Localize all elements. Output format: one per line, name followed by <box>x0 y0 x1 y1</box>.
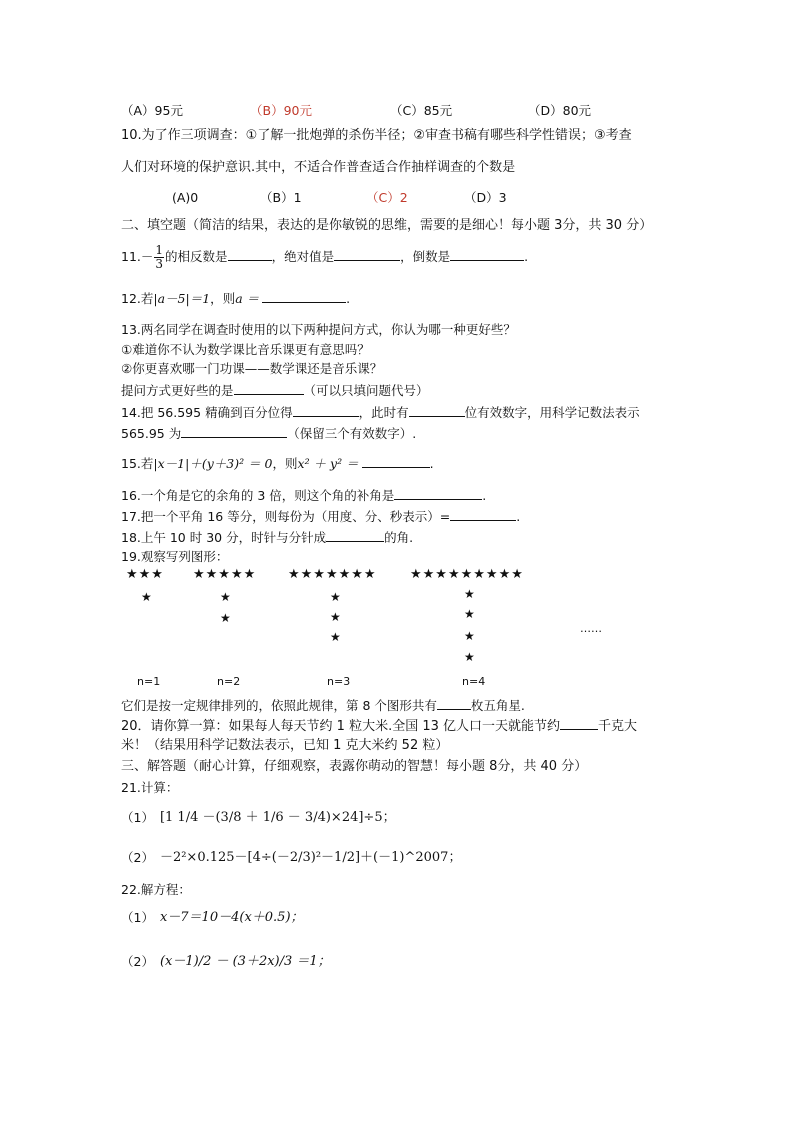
q16-blank <box>394 486 482 500</box>
q21-p1-label: （1） <box>121 810 154 825</box>
fig1-stem-star: ★ <box>141 590 152 604</box>
q13-line3: ②你更喜欢哪一门功课——数学课还是音乐课？ <box>121 361 383 376</box>
q12-end: . <box>346 291 351 306</box>
fig3-label: n=3 <box>327 675 351 688</box>
fig4-top-row: ★★★★★★★★★ <box>410 567 524 582</box>
q14-blank2 <box>409 403 465 417</box>
q18 <box>121 528 413 546</box>
q12-var: a ＝ <box>235 291 260 306</box>
q15-mid: ，则 <box>272 456 298 471</box>
fig3-top-row: ★★★★★★★ <box>288 567 377 582</box>
q11-text2: ，绝对值是 <box>271 249 335 264</box>
q17 <box>121 507 520 525</box>
q13-line4b: （可以只填问题代号） <box>303 383 429 398</box>
fig4-stem-star: ★ <box>464 607 475 621</box>
q15-expr: |x－1|＋(y＋3)² ＝ 0 <box>153 456 273 471</box>
fig2-label: n=2 <box>217 675 241 688</box>
q14-d: 565.95 为 <box>121 426 182 441</box>
q9-option-c: （C）85元 <box>390 103 453 118</box>
q11-blank3 <box>450 247 524 261</box>
q21-p1-expr: [1 1/4 －(3/8 ＋ 1/6 － 3/4)×24]÷5； <box>159 810 396 825</box>
q14-e: （保留三个有效数字）. <box>287 426 417 441</box>
q9-option-a: （A）95元 <box>121 103 183 118</box>
q10-line2: 人们对环境的保护意识.其中，不适合作普查适合作抽样调查的个数是 <box>121 160 516 175</box>
q22-title: 22.解方程： <box>121 882 191 897</box>
q13-line1: 13.两名同学在调查时使用的以下两种提问方式，你认为哪一种更好些？ <box>121 322 516 337</box>
q22-p2-expr: (x－1)/2 － (3＋2x)/3 ＝1； <box>159 954 331 969</box>
q11-blank2 <box>334 247 400 261</box>
q12 <box>121 289 350 307</box>
q10-option-a: (A)0 <box>172 190 199 205</box>
q19-blank <box>437 696 471 710</box>
fig4-stem-star: ★ <box>464 587 475 601</box>
ellipsis: …… <box>580 622 602 635</box>
q18-end: 的角. <box>384 530 414 545</box>
q13-blank <box>234 381 304 395</box>
q18-blank <box>326 528 384 542</box>
q22-part2 <box>121 944 331 980</box>
fig1-label: n=1 <box>137 675 161 688</box>
section2-heading: 二、填空题（简洁的结果，表达的是你敏锐的思维，需要的是细心！每小题 3分，共 30 分） <box>121 218 653 233</box>
q18-text: 18.上午 10 时 30 分，时针与分针成 <box>121 530 327 545</box>
fig3-stem-star: ★ <box>330 630 341 644</box>
q11-end: . <box>524 249 529 264</box>
q12-mid: ，则 <box>210 291 236 306</box>
q21-part2 <box>121 842 461 874</box>
q11-text1: 的相反数是 <box>165 249 228 264</box>
q12-expr: |a－5|＝1 <box>153 291 211 306</box>
q19-desc-a: 它们是按一定规律排列的，依照此规律，第 8 个图形共有 <box>121 698 437 713</box>
q14-a: 14.把 56.595 精确到百分位得 <box>121 405 293 420</box>
q11-num: 11. <box>121 249 141 264</box>
q21-title: 21.计算： <box>121 780 179 795</box>
q22-p1-label: （1） <box>121 910 154 925</box>
q19-title: 19.观察写列图形： <box>121 549 229 564</box>
q10-option-d: （D）3 <box>464 190 507 205</box>
q19-desc <box>121 696 525 714</box>
q20-a: 20．请你算一算：如果每人每天节约 1 粒大米.全国 13 亿人口一天就能节约 <box>121 719 561 734</box>
q14-line1 <box>121 403 640 421</box>
fig4-stem-star: ★ <box>464 650 475 664</box>
q16 <box>121 486 486 504</box>
q11-fraction <box>154 244 164 271</box>
q10-option-c: （C）2 <box>366 190 408 205</box>
q13-line2: ①难道你不认为数学课比音乐课更有意思吗？ <box>121 342 370 357</box>
fig4-stem-star: ★ <box>464 629 475 643</box>
fig2-stem-star: ★ <box>220 590 231 604</box>
q13-line4a: 提问方式更好些的是 <box>121 383 234 398</box>
q15-blank <box>362 454 430 468</box>
q9-option-b: （B）90元 <box>250 103 312 118</box>
q10-option-b: （B）1 <box>260 190 302 205</box>
q14-b: ，此时有 <box>358 405 409 420</box>
q14-blank3 <box>181 424 287 438</box>
q11-blank1 <box>228 247 272 261</box>
q9-option-d: （D）80元 <box>528 103 592 118</box>
fig4-label: n=4 <box>462 675 486 688</box>
q14-line2 <box>121 424 416 442</box>
q19-desc-b: 枚五角星. <box>470 698 525 713</box>
q14-c: 位有效数字，用科学记数法表示 <box>464 405 640 420</box>
q17-text: 17.把一个平角 16 等分，则每份为（用度、分、秒表示）= <box>121 509 451 524</box>
q16-end: . <box>482 488 487 503</box>
fig3-stem-star: ★ <box>330 610 341 624</box>
q11-frac-num: 1 <box>155 243 164 257</box>
q11 <box>121 244 528 271</box>
fig2-top-row: ★★★★★ <box>193 567 257 582</box>
q14-blank1 <box>293 403 359 417</box>
q10-line1: 10.为了作三项调查：①了解一批炮弹的杀伤半径；②审查书稿有哪些科学性错误；③考查 <box>121 128 632 143</box>
fig1-top-row: ★★★ <box>126 567 164 582</box>
q13-line4 <box>121 381 429 399</box>
q11-text3: ，倒数是 <box>400 249 451 264</box>
q22-p1-expr: x－7＝10－4(x＋0.5)； <box>159 910 304 925</box>
q11-minus: － <box>140 249 154 264</box>
q11-frac-den: 3 <box>155 257 164 271</box>
q20-line1 <box>121 716 637 736</box>
q21-part1 <box>121 800 396 836</box>
q16-text: 16.一个角是它的余角的 3 倍，则这个角的补角是 <box>121 488 395 503</box>
q20-line2: 米！（结果用科学记数法表示，已知 1 克大米约 52 粒） <box>121 738 449 753</box>
q12-blank <box>262 289 346 303</box>
q20-blank <box>560 716 598 730</box>
q21-p2-expr: －2²×0.125－[4÷(－2/3)²－1/2]＋(－1)^2007； <box>159 850 462 865</box>
q21-p2-label: （2） <box>121 850 154 865</box>
q22-part1 <box>121 905 304 931</box>
q15 <box>121 454 434 472</box>
q15-end: . <box>429 456 434 471</box>
q17-end: . <box>516 509 521 524</box>
q22-p2-label: （2） <box>121 954 154 969</box>
fig2-stem-star: ★ <box>220 611 231 625</box>
q15-pre: 15.若 <box>121 456 154 471</box>
q20-b: 千克大 <box>598 719 638 734</box>
q15-expr2: x² ＋ y² ＝ <box>297 456 359 471</box>
q12-pre: 12.若 <box>121 291 154 306</box>
q17-blank <box>450 507 516 521</box>
fig3-stem-star: ★ <box>330 590 341 604</box>
section3-heading: 三、解答题（耐心计算，仔细观察，表露你萌动的智慧！每小题 8分，共 40 分） <box>121 759 588 774</box>
